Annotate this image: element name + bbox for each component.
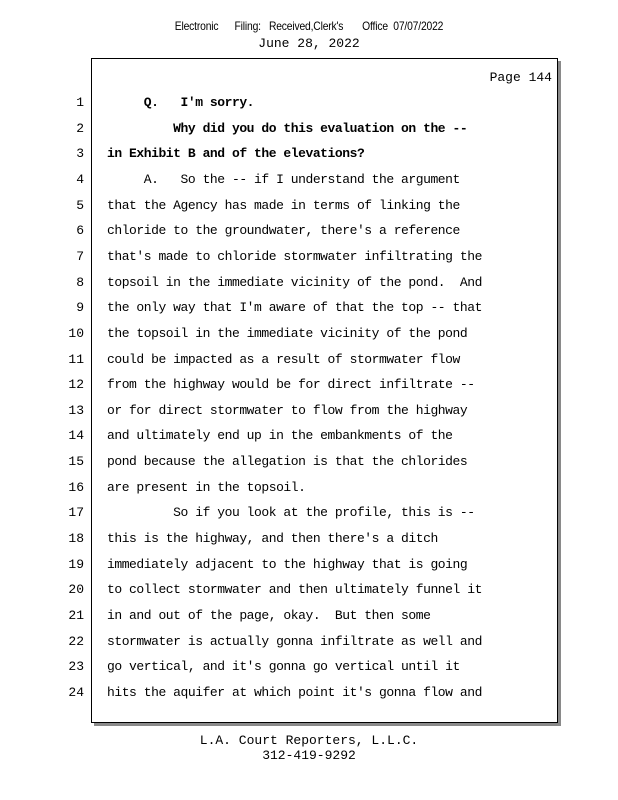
transcript-line: hits the aquifer at which point it's gonna flow and xyxy=(107,685,482,700)
line-number: 19 xyxy=(68,557,84,572)
line-number: 15 xyxy=(68,454,84,469)
line-number: 4 xyxy=(76,172,84,187)
transcript-line: could be impacted as a result of stormwater flow xyxy=(107,352,460,367)
transcript-line: topsoil in the immediate vicinity of the pond. And xyxy=(107,275,482,290)
transcript-line: this is the highway, and then there's a ditch xyxy=(107,531,438,546)
line-number: 9 xyxy=(76,300,84,315)
line-number: 16 xyxy=(68,480,84,495)
footer-phone: 312-419-9292 xyxy=(262,748,356,763)
line-number: 11 xyxy=(68,352,84,367)
line-number: 21 xyxy=(68,608,84,623)
transcript-line: the topsoil in the immediate vicinity of the pond xyxy=(107,326,468,341)
transcript-line: So if you look at the profile, this is -- xyxy=(107,505,475,520)
transcript-line: the only way that I'm aware of that the top -- that xyxy=(107,300,482,315)
line-number: 6 xyxy=(76,223,84,238)
line-number: 12 xyxy=(68,377,84,392)
line-number: 18 xyxy=(68,531,84,546)
transcript-line: go vertical, and it's gonna go vertical until it xyxy=(107,659,460,674)
transcript-line: A. So the -- if I understand the argument xyxy=(107,172,460,187)
transcript-line: stormwater is actually gonna infiltrate as well and xyxy=(107,634,482,649)
transcript-line: chloride to the groundwater, there's a reference xyxy=(107,223,460,238)
transcript-date: June 28, 2022 xyxy=(258,36,360,51)
line-number: 17 xyxy=(68,505,84,520)
transcript-line: Q. I'm sorry. xyxy=(107,95,255,110)
footer-company: L.A. Court Reporters, L.L.C. xyxy=(199,733,419,748)
line-number: 23 xyxy=(68,659,84,674)
line-number: 10 xyxy=(68,326,84,341)
line-number: 8 xyxy=(76,275,84,290)
transcript-line: Why did you do this evaluation on the -- xyxy=(107,121,468,136)
line-number: 1 xyxy=(76,95,84,110)
transcript-line: that's made to chloride stormwater infiltrating the xyxy=(107,249,482,264)
transcript-line: are present in the topsoil. xyxy=(107,480,306,495)
line-number: 2 xyxy=(76,121,84,136)
page-number: Page 144 xyxy=(489,70,552,85)
line-number: 20 xyxy=(68,582,84,597)
line-number: 7 xyxy=(76,249,84,264)
line-number: 5 xyxy=(76,198,84,213)
line-number: 14 xyxy=(68,428,84,443)
line-number: 22 xyxy=(68,634,84,649)
transcript-line: in and out of the page, okay. But then some xyxy=(107,608,431,623)
transcript-line: that the Agency has made in terms of linking the xyxy=(107,198,460,213)
transcript-line: immediately adjacent to the highway that is going xyxy=(107,557,468,572)
line-number: 3 xyxy=(76,146,84,161)
transcript-line: and ultimately end up in the embankments of the xyxy=(107,428,453,443)
transcript-line: to collect stormwater and then ultimately funnel it xyxy=(107,582,482,597)
filing-stamp: Electronic Filing: Received,Clerk's Office 07/07/2022 xyxy=(174,19,444,33)
transcript-line: from the highway would be for direct infiltrate -- xyxy=(107,377,475,392)
transcript-line: in Exhibit B and of the elevations? xyxy=(107,146,365,161)
transcript-line: pond because the allegation is that the chlorides xyxy=(107,454,468,469)
line-number: 24 xyxy=(68,685,84,700)
line-number: 13 xyxy=(68,403,84,418)
transcript-line: or for direct stormwater to flow from the highway xyxy=(107,403,468,418)
